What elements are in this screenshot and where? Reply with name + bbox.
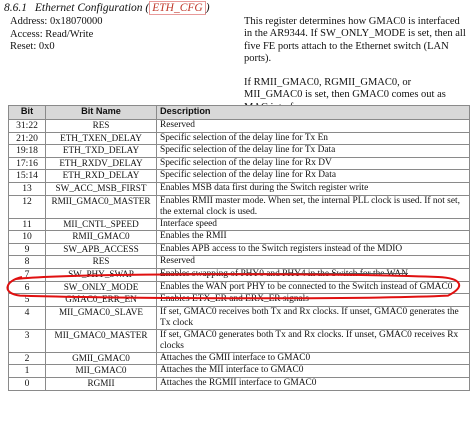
bit-name-cell: GMII_GMAC0	[46, 352, 157, 365]
bit-cell: 2	[9, 352, 46, 365]
bit-name-cell: SW_APB_ACCESS	[46, 243, 157, 256]
table-row	[9, 281, 470, 294]
description-cell	[157, 256, 470, 269]
description-text: Specific selection of the delay line for Tx Data	[160, 145, 336, 156]
bit-name-cell: RES	[46, 120, 157, 133]
description-text: Reserved	[160, 256, 195, 267]
bit-name-cell: ETH_RXDV_DELAY	[46, 157, 157, 170]
bit-name-cell: RES	[46, 256, 157, 269]
description-text: Attaches the GMII interface to GMAC0	[160, 352, 311, 363]
table-row	[9, 231, 470, 244]
header-description: Description	[157, 106, 470, 120]
bit-name-cell: RMII_GMAC0	[46, 231, 157, 244]
bit-cell: 13	[9, 182, 46, 195]
bit-name-cell: RMII_GMAC0_MASTER	[46, 195, 157, 218]
bit-cell: 0	[9, 377, 46, 390]
bit-cell: 9	[9, 243, 46, 256]
register-reset: Reset: 0x0	[10, 41, 55, 52]
register-meta	[10, 16, 102, 54]
description-cell	[157, 182, 470, 195]
description-cell	[157, 231, 470, 244]
bit-cell: 21:20	[9, 132, 46, 145]
bit-cell: 7	[9, 268, 46, 281]
description-cell	[157, 243, 470, 256]
section-number: 8.6.1	[4, 2, 27, 14]
description-text: Attaches the MII interface to GMAC0	[160, 365, 304, 376]
bit-cell: 10	[9, 231, 46, 244]
bit-cell: 4	[9, 306, 46, 329]
header-bit-name: Bit Name	[46, 106, 157, 120]
bit-cell: 15:14	[9, 170, 46, 183]
description-text: Specific selection of the delay line for Tx En	[160, 132, 328, 143]
description-paragraph: This register determines how GMAC0 is interfaced in the AR9344. If SW_ONLY_MODE is set, then all five FE ports attach to the Ethernet switch (LAN ports).	[244, 16, 466, 64]
bit-name-cell: MII_GMAC0	[46, 365, 157, 378]
bit-name-cell: MII_GMAC0_MASTER	[46, 329, 157, 352]
table-row	[9, 268, 470, 281]
table-row	[9, 145, 470, 158]
description-cell	[157, 170, 470, 183]
bit-cell: 11	[9, 218, 46, 231]
table-row	[9, 182, 470, 195]
table-row	[9, 365, 470, 378]
bit-cell: 1	[9, 365, 46, 378]
table-row	[9, 120, 470, 133]
table-row	[9, 157, 470, 170]
description-text: Enables MSB data first during the Switch register write	[160, 182, 369, 193]
register-access: Access: Read/Write	[10, 28, 94, 40]
description-text: Specific selection of the delay line for Rx DV	[160, 157, 332, 168]
description-cell	[157, 132, 470, 145]
description-cell	[157, 120, 470, 133]
bit-name-cell: RGMII	[46, 377, 157, 390]
register-address: Address: 0x18070000	[10, 16, 103, 27]
description-cell	[157, 352, 470, 365]
table-row	[9, 218, 470, 231]
description-text: If set, GMAC0 generates both Tx and Rx clocks. If unset, GMAC0 receives Rx clocks	[160, 329, 459, 351]
table-row	[9, 243, 470, 256]
bit-cell: 6	[9, 281, 46, 294]
bit-cell: 19:18	[9, 145, 46, 158]
description-text: Reserved	[160, 120, 195, 130]
description-text: Specific selection of the delay line for Rx Data	[160, 170, 336, 181]
section-heading: 8.6.1 Ethernet Configuration ( ETH_CFG )	[4, 2, 210, 14]
bit-field-table	[8, 105, 470, 391]
bit-name-cell: SW_ONLY_MODE	[46, 281, 157, 294]
description-text: Enables the WAN port PHY to be connected to the Switch instead of GMAC0	[160, 281, 453, 292]
table-row	[9, 132, 470, 145]
table-header-row	[9, 106, 470, 120]
description-cell	[157, 294, 470, 307]
table-row	[9, 329, 470, 352]
bit-name-cell: SW_PHY_SWAP	[46, 268, 157, 281]
table-row	[9, 377, 470, 390]
bit-name-cell: SW_ACC_MSB_FIRST	[46, 182, 157, 195]
bit-cell: 17:16	[9, 157, 46, 170]
description-cell	[157, 329, 470, 352]
description-text: Attaches the RGMII interface to GMAC0	[160, 377, 317, 388]
register-tag: ETH_CFG	[149, 1, 205, 15]
bit-cell: 31:22	[9, 120, 46, 133]
table-row	[9, 195, 470, 218]
bit-name-cell: ETH_TXEN_DELAY	[46, 132, 157, 145]
bit-name-cell: GMAC0_ERR_EN	[46, 294, 157, 307]
description-cell	[157, 306, 470, 329]
description-cell	[157, 365, 470, 378]
description-text: Enables the RMII	[160, 231, 227, 242]
table-row	[9, 294, 470, 307]
table-row	[9, 170, 470, 183]
table-body	[9, 120, 470, 391]
description-text: Enables ETX_ER and ERX_ER signals	[160, 294, 309, 305]
bit-name-cell: ETH_RXD_DELAY	[46, 170, 157, 183]
description-cell	[157, 145, 470, 158]
description-cell	[157, 281, 470, 294]
bit-name-cell: MII_GMAC0_SLAVE	[46, 306, 157, 329]
description-text: Enables RMII master mode. When set, the internal PLL clock is used. If not set, the external clock is used.	[160, 195, 460, 217]
bit-name-cell: MII_CNTL_SPEED	[46, 218, 157, 231]
description-paragraph: If RMII_GMAC0, RGMII_GMAC0, or MII_GMAC0 is set, then GMAC0 comes out as	[244, 77, 446, 101]
description-text: Interface speed	[160, 218, 217, 229]
description-cell	[157, 195, 470, 218]
description-text: Enables swapping of PHY0 and PHY4 in the Switch for the WAN	[160, 268, 408, 279]
bit-cell: 12	[9, 195, 46, 218]
table-row	[9, 306, 470, 329]
bit-cell: 3	[9, 329, 46, 352]
table-row	[9, 352, 470, 365]
section-title: Ethernet Configuration	[34, 2, 143, 14]
bit-cell: 5	[9, 294, 46, 307]
description-text: Enables APB access to the Switch registers instead of the MDIO	[160, 243, 403, 254]
description-cell	[157, 377, 470, 390]
description-cell	[157, 157, 470, 170]
header-bit: Bit	[9, 106, 46, 120]
description-text: If set, GMAC0 receives both Tx and Rx clocks. If unset, GMAC0 generates the Tx clock	[160, 306, 459, 328]
description-cell	[157, 218, 470, 231]
table-row	[9, 256, 470, 269]
bit-name-cell: ETH_TXD_DELAY	[46, 145, 157, 158]
bit-cell: 8	[9, 256, 46, 269]
description-cell	[157, 268, 470, 281]
